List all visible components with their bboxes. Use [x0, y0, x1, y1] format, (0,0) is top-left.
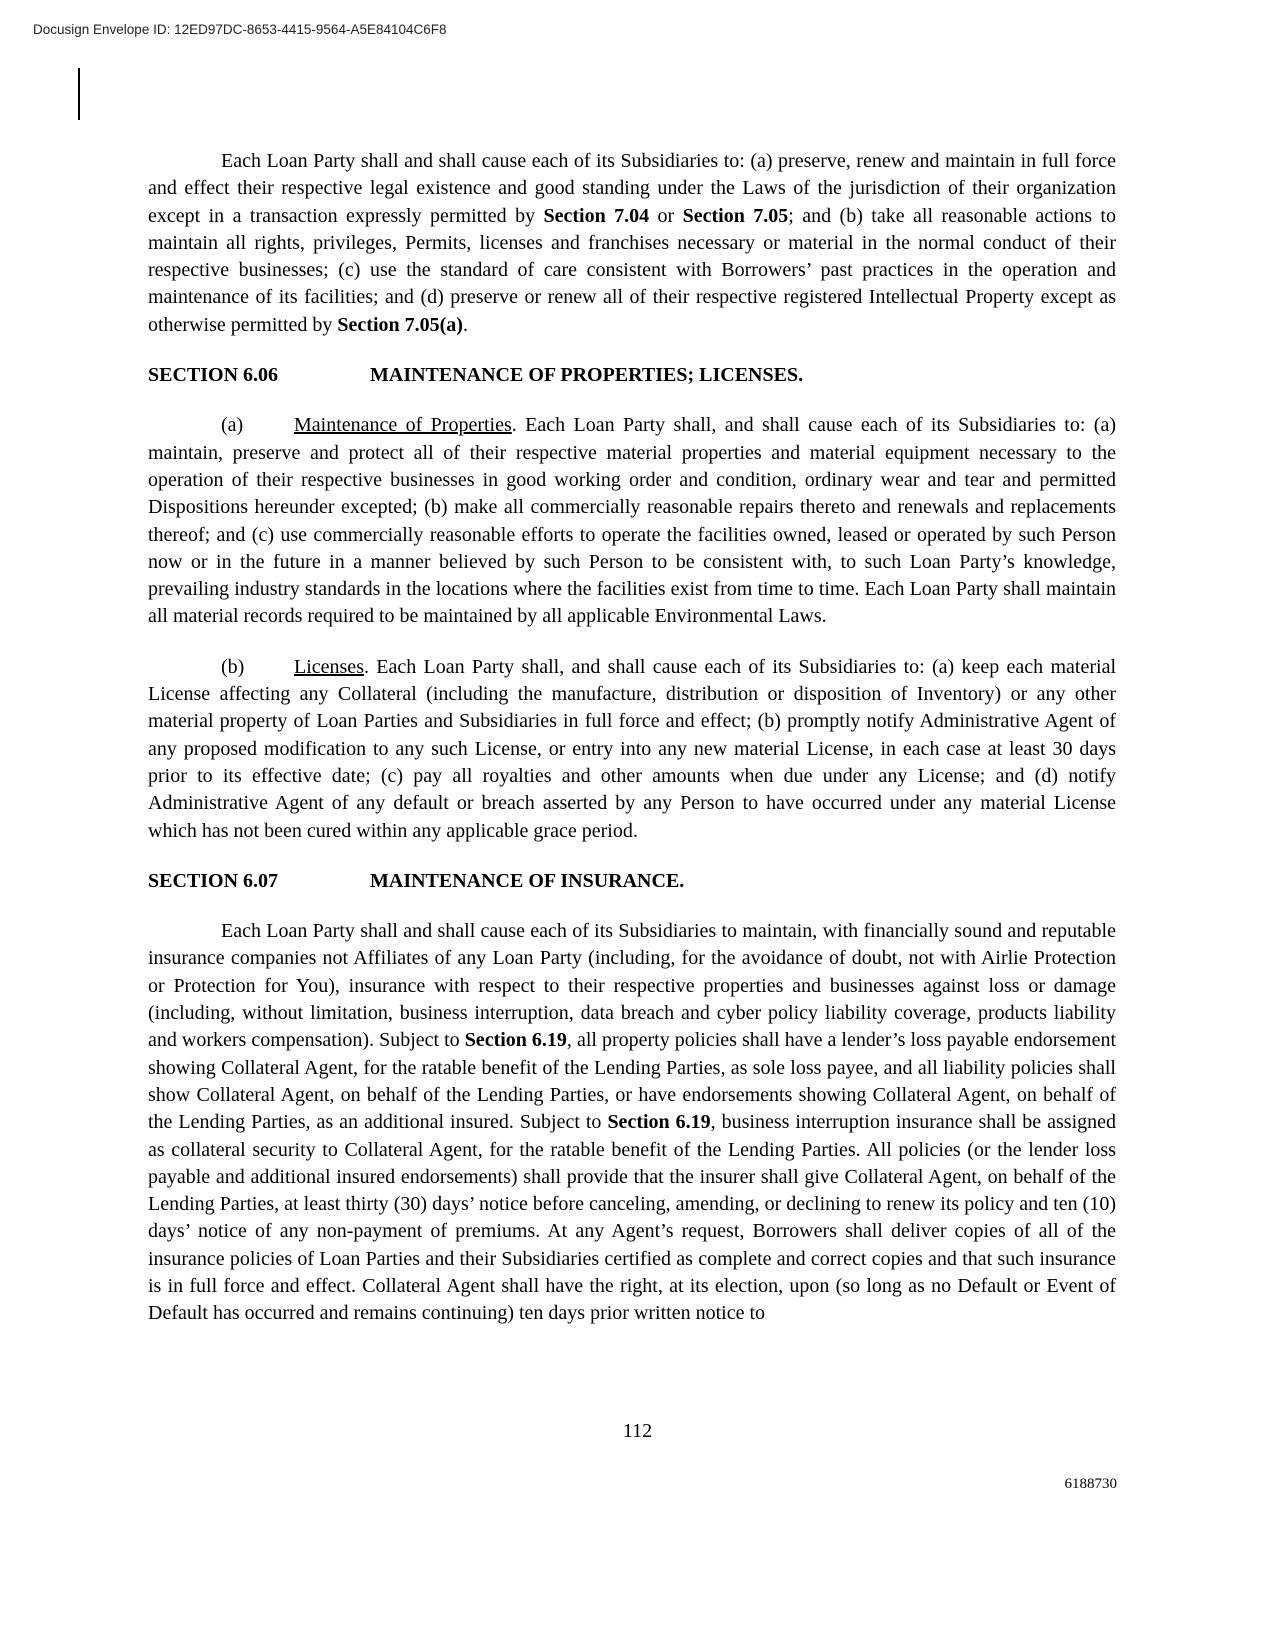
revision-bar [78, 68, 80, 120]
section-ref: Section 7.05(a) [337, 313, 463, 336]
paragraph-existence: Each Loan Party shall and shall cause each of its Subsidiaries to: (a) preserve, renew and maintain in full force and effect their respective legal existence and good standing under the Laws of the jurisdiction of their organization except in a transaction expressly permitted by Section 7.04 or Section 7.05; and (b) take all reasonable actions to maintain all rights, privileges, Permits, licenses and franchises necessary or material in the normal conduct of their respective businesses; (c) use the standard of care consistent with Borrowers’ past practices in the operation and maintenance of its facilities; and (d) preserve or renew all of their respective registered Intellectual Property except as otherwise permitted by Section 7.05(a). [148, 150, 1116, 336]
section-title: MAINTENANCE OF INSURANCE. [370, 869, 685, 892]
section-number: SECTION 6.07 [148, 869, 279, 892]
section-ref: Section 6.19 [464, 1029, 567, 1052]
paragraph-maintenance-of-properties: (a) Maintenance of Properties. Each Loan Party shall, and shall cause each of its Subsidiaries to: (a) maintain, preserve and protect all of their respective material properties and material equipment necessary to the operation of their respective businesses in good working order and condition, ordinary wear and tear and permitted Dispositions hereunder excepted; (b) make all commercially reasonable repairs thereto and renewals and replacements thereof; and (c) use commercially reasonable efforts to operate the facilities owned, leased or operated by such Person now or in the future in a manner believed by such Person to be consistent with, to such Loan Party’s knowledge, prevailing industry standards in the locations where the facilities exist from time to time. Each Loan Party shall maintain all material records required to be maintained by all applicable Environmental Laws. [148, 414, 1116, 628]
clause-caption: Licenses [294, 655, 364, 678]
section-ref: Section 7.04 [543, 204, 650, 227]
section-ref: Section 7.05 [682, 204, 789, 227]
section-title: MAINTENANCE OF PROPERTIES; LICENSES. [370, 364, 804, 387]
document-body [148, 148, 1116, 1351]
section-number: SECTION 6.06 [148, 364, 279, 387]
document-number: 6188730 [1064, 1476, 1117, 1492]
clause-label: (b) [221, 655, 245, 678]
paragraph-licenses: (b) Licenses. Each Loan Party shall, and shall cause each of its Subsidiaries to: (a) keep each material License affecting any Collateral (including the manufacture, distribution or disposition of Inventory) or any other material property of Loan Parties and Subsidiaries in full force and effect; (b) promptly notify Administrative Agent of any proposed modification to any such License, or entry into any new material License, in each case at least 30 days prior to its effective date; (c) pay all royalties and other amounts when due under any License; and (d) notify Administrative Agent of any default or breach asserted by any Person to have occurred under any material License which has not been cured within any applicable grace period. [148, 655, 1116, 842]
paragraph-insurance: Each Loan Party shall and shall cause each of its Subsidiaries to maintain, with financially sound and reputable insurance companies not Affiliates of any Loan Party (including, for the avoidance of doubt, not with Airlie Protection or Protection for You), insurance with respect to their respective properties and businesses against loss or damage (including, without limitation, business interruption, data breach and cyber policy liability coverage, products liability and workers compensation). Subject to Section 6.19, all property policies shall have a lender’s loss payable endorsement showing Collateral Agent, for the ratable benefit of the Lending Parties, as sole loss payee, and all liability policies shall show Collateral Agent, on behalf of the Lending Parties, or have endorsements showing Collateral Agent, on behalf of the Lending Parties, as an additional insured. Subject to Section 6.19, business interruption insurance shall be assigned as collateral security to Collateral Agent, for the ratable benefit of the Lending Parties. All policies (or the lender loss payable and additional insured endorsements) shall provide that the insurer shall give Collateral Agent, on behalf of the Lending Parties, at least thirty (30) days’ notice before canceling, amending, or declining to renew its policy and ten (10) days’ notice of any non-payment of premiums. At any Agent’s request, Borrowers shall deliver copies of all of the insurance policies of Loan Parties and their Subsidiaries certified as complete and correct copies and that such insurance is in full force and effect. Collateral Agent shall have the right, at its election, upon (so long as no Default or Event of Default has occurred and remains continuing) ten days prior written notice to [148, 920, 1117, 1325]
section-heading-6-06 [148, 362, 1116, 389]
section-ref: Section 6.19 [607, 1111, 711, 1134]
page-number: 112 [622, 1420, 653, 1442]
clause-caption: Maintenance of Properties [294, 414, 512, 437]
envelope-id: Docusign Envelope ID: 12ED97DC-8653-4415-9564-A5E84104C6F8 [33, 22, 447, 37]
section-heading-6-07 [148, 868, 1116, 895]
clause-label: (a) [221, 414, 244, 437]
